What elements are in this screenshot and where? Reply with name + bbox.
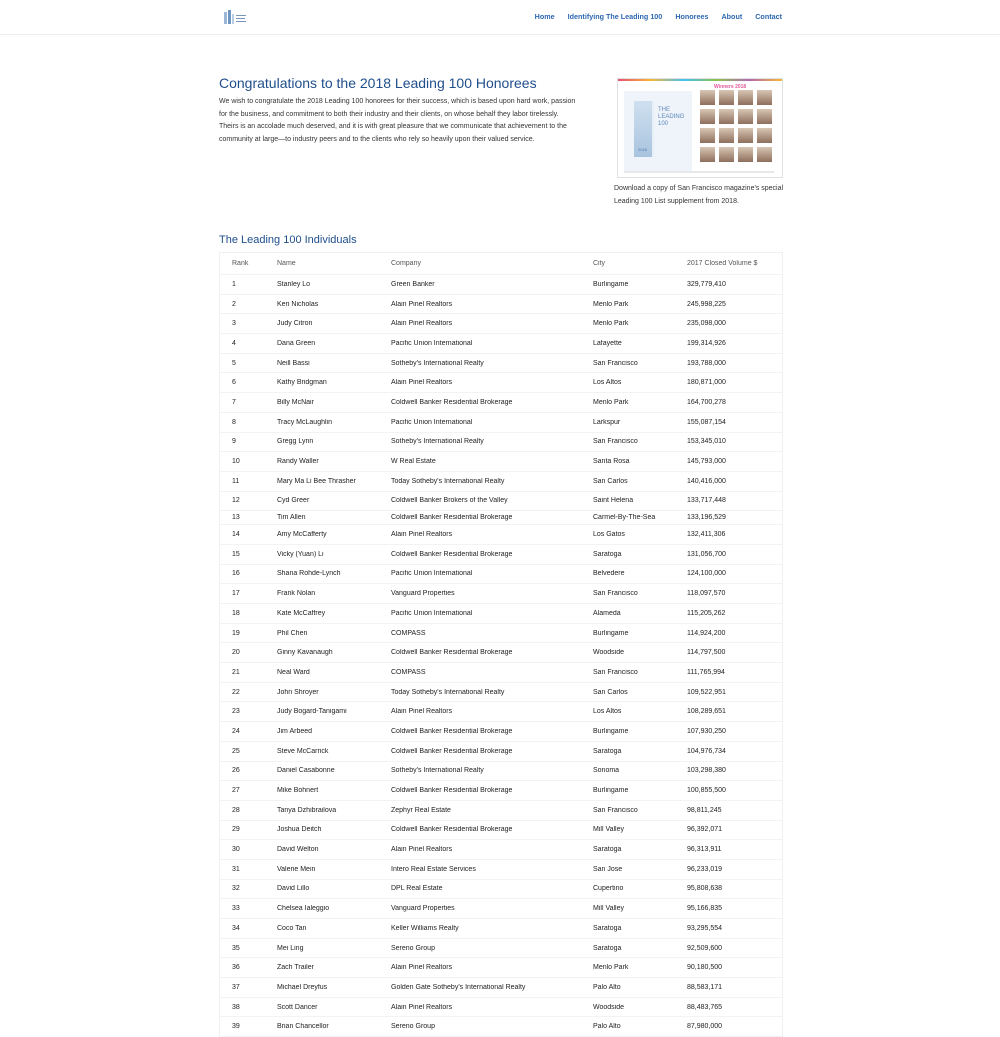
cell-city: Santa Rosa: [593, 458, 630, 466]
nav-home[interactable]: Home: [534, 12, 555, 21]
table-row: [220, 525, 782, 545]
cell-city: Saratoga: [593, 924, 622, 932]
portrait: [719, 109, 734, 124]
cell-volume: 95,166,835: [687, 905, 723, 913]
cell-volume: 199,314,926: [687, 339, 726, 347]
main-nav: [535, 12, 782, 21]
cell-name: Mike Bohnert: [277, 787, 319, 795]
table-row: [220, 939, 782, 959]
nav-honorees[interactable]: Honorees: [675, 12, 709, 21]
cell-city: San Carlos: [593, 688, 628, 696]
header-name: Name: [277, 260, 296, 267]
cell-rank: 20: [232, 649, 240, 657]
cell-name: Frank Nolan: [277, 590, 316, 598]
cell-company: Coldwell Banker Residential Brokerage: [391, 398, 513, 406]
nav-about[interactable]: About: [721, 12, 743, 21]
cell-company: Alain Pinel Realtors: [391, 846, 453, 854]
cell-rank: 23: [232, 708, 240, 716]
cell-name: Jim Arbeed: [277, 727, 313, 735]
cell-rank: 10: [232, 458, 240, 466]
cell-city: Sonoma: [593, 767, 620, 775]
cell-name: Tanya Dzhibrailova: [277, 806, 337, 814]
table-row: [220, 781, 782, 801]
cell-company: Vanguard Properties: [391, 905, 455, 913]
cell-name: Scott Dancer: [277, 1003, 318, 1011]
cell-name: Steve McCarrick: [277, 747, 329, 755]
table-row: [220, 545, 782, 565]
table-row: [220, 742, 782, 762]
cell-name: Tracy McLaughlin: [277, 418, 332, 426]
cell-company: Sotheby's International Realty: [391, 438, 484, 446]
cell-volume: 107,930,250: [687, 727, 726, 735]
cell-volume: 103,298,380: [687, 767, 726, 775]
cell-volume: 114,924,200: [687, 629, 726, 637]
cell-volume: 108,289,651: [687, 708, 726, 716]
table-row: [220, 413, 782, 433]
cell-company: Pacific Union International: [391, 570, 473, 578]
table-row: [220, 821, 782, 841]
table-row: [220, 295, 782, 315]
cell-city: Palo Alto: [593, 983, 621, 991]
cell-company: Today Sotheby's International Realty: [391, 477, 505, 485]
cell-city: Los Gatos: [593, 531, 625, 539]
cell-city: Larkspur: [593, 418, 621, 426]
table-row: [220, 899, 782, 919]
header-city: City: [593, 260, 606, 267]
cell-rank: 27: [232, 787, 240, 795]
cell-city: Saratoga: [593, 846, 622, 854]
cell-city: Woodside: [593, 1003, 625, 1011]
table-row: [220, 433, 782, 453]
cell-rank: 4: [232, 339, 236, 347]
cell-rank: 32: [232, 885, 240, 893]
cell-city: Burlingame: [593, 727, 629, 735]
cell-volume: 245,998,225: [687, 300, 726, 308]
header-company: Company: [391, 260, 421, 267]
portrait: [719, 90, 734, 105]
cell-volume: 133,717,448: [687, 497, 726, 505]
honorees-table: [219, 252, 783, 1037]
cell-volume: 140,416,000: [687, 477, 726, 485]
table-row: [220, 492, 782, 512]
cell-rank: 9: [232, 438, 236, 446]
cell-name: Dana Green: [277, 339, 316, 347]
cell-city: San Francisco: [593, 359, 638, 367]
site-header: [0, 0, 1000, 35]
cell-city: San Francisco: [593, 590, 638, 598]
table-row: [220, 998, 782, 1018]
cell-company: Coldwell Banker Residential Brokerage: [391, 649, 513, 657]
cell-city: Burlingame: [593, 280, 629, 288]
cell-name: Judy Citron: [277, 320, 313, 328]
cell-city: Burlingame: [593, 629, 629, 637]
cell-company: Alain Pinel Realtors: [391, 531, 453, 539]
cell-company: Coldwell Banker Brokers of the Valley: [391, 497, 508, 505]
cell-rank: 24: [232, 727, 240, 735]
cell-volume: 98,811,245: [687, 806, 722, 814]
cell-city: Saratoga: [593, 747, 622, 755]
cell-name: Ginny Kavanaugh: [277, 649, 333, 657]
cell-city: Alameda: [593, 609, 621, 617]
cell-name: Mary Ma Li Bee Thrasher: [277, 477, 356, 485]
cell-rank: 33: [232, 905, 240, 913]
cover-winners-label: Winners 2018: [714, 84, 747, 90]
table-row: [220, 354, 782, 374]
cell-name: Valerie Mein: [277, 865, 316, 873]
cell-name: Judy Bogard-Tanigami: [277, 708, 347, 716]
cell-city: Burlingame: [593, 787, 629, 795]
cell-city: Belvedere: [593, 570, 625, 578]
cell-company: W Real Estate: [391, 458, 436, 466]
cell-name: Coco Tan: [277, 924, 307, 932]
cell-name: David Lillo: [277, 885, 310, 893]
cell-city: Palo Alto: [593, 1023, 621, 1031]
table-row: [220, 683, 782, 703]
cell-company: Coldwell Banker Residential Brokerage: [391, 514, 513, 522]
cell-volume: 109,522,951: [687, 688, 726, 696]
cell-name: Cyd Greer: [277, 497, 310, 505]
header-volume: 2017 Closed Volume $: [687, 260, 758, 267]
cell-volume: 145,793,000: [687, 458, 726, 466]
cell-rank: 7: [232, 398, 236, 406]
cell-volume: 131,056,700: [687, 550, 726, 558]
cell-city: Cupertino: [593, 885, 624, 893]
cell-company: Sotheby's International Realty: [391, 359, 484, 367]
cell-rank: 30: [232, 846, 240, 854]
cell-rank: 21: [232, 668, 240, 676]
portrait: [700, 128, 715, 143]
cell-city: San Francisco: [593, 806, 638, 814]
table-row: [220, 880, 782, 900]
cell-rank: 34: [232, 924, 240, 932]
cell-rank: 3: [232, 320, 236, 328]
cell-company: Alain Pinel Realtors: [391, 379, 453, 387]
cell-name: Keri Nicholas: [277, 300, 319, 308]
cell-volume: 90,180,500: [687, 964, 723, 972]
cell-rank: 28: [232, 806, 240, 814]
header-rank: Rank: [232, 260, 249, 267]
table-row: [220, 801, 782, 821]
cell-name: Phil Chen: [277, 629, 308, 637]
table-row: [220, 722, 782, 742]
cell-company: Keller Williams Realty: [391, 924, 459, 932]
cell-city: Saratoga: [593, 944, 622, 952]
cover-magazine: [624, 91, 692, 173]
cell-company: Alain Pinel Realtors: [391, 708, 453, 716]
cell-name: John Shroyer: [277, 688, 319, 696]
portrait: [738, 90, 753, 105]
table-row: [220, 958, 782, 978]
cell-volume: 88,583,171: [687, 983, 723, 991]
cell-volume: 95,808,638: [687, 885, 723, 893]
cell-name: Randy Waller: [277, 458, 319, 466]
magazine-cover-image[interactable]: [617, 78, 783, 178]
cell-company: Coldwell Banker Residential Brokerage: [391, 826, 513, 834]
cover-caption: Download a copy of San Francisco magazine's special Leading 100 List supplement from 2018.: [614, 185, 784, 205]
portrait: [738, 109, 753, 124]
table-row: [220, 624, 782, 644]
cell-name: David Welton: [277, 846, 319, 854]
cell-rank: 17: [232, 590, 240, 598]
cell-company: Pacific Union International: [391, 418, 473, 426]
cell-company: Coldwell Banker Residential Brokerage: [391, 787, 513, 795]
cell-name: Mei Ling: [277, 944, 304, 952]
portrait: [757, 147, 772, 162]
cell-name: Gregg Lynn: [277, 438, 314, 446]
cover-title: THE LEADING 100: [658, 107, 685, 127]
cell-city: Mill Valley: [593, 826, 624, 834]
cell-city: Saint Helena: [593, 497, 634, 505]
portrait: [700, 90, 715, 105]
cell-name: Neill Bassi: [277, 359, 310, 367]
cell-rank: 2: [232, 300, 236, 308]
cell-volume: 114,797,500: [687, 649, 726, 657]
cell-rank: 8: [232, 418, 236, 426]
cell-rank: 5: [232, 359, 236, 367]
cell-name: Michael Dreyfus: [277, 983, 328, 991]
site-logo[interactable]: [221, 8, 249, 28]
cell-rank: 15: [232, 550, 240, 558]
cell-name: Chelsea Ialeggio: [277, 905, 330, 913]
portrait: [738, 128, 753, 143]
cell-rank: 6: [232, 379, 236, 387]
table-header-row: [220, 253, 782, 275]
cell-name: Zach Trailer: [277, 964, 314, 972]
cell-volume: 164,700,278: [687, 398, 726, 406]
cell-city: Los Altos: [593, 379, 622, 387]
cell-company: Vanguard Properties: [391, 590, 455, 598]
table-row: [220, 334, 782, 354]
cell-volume: 133,196,529: [687, 514, 726, 522]
cell-company: COMPASS: [391, 668, 426, 676]
portrait: [738, 147, 753, 162]
table-row: [220, 393, 782, 413]
cell-company: Sereno Group: [391, 944, 435, 952]
cell-volume: 96,313,911: [687, 846, 722, 854]
table-row: [220, 919, 782, 939]
table-row: [220, 860, 782, 880]
cell-company: Pacific Union International: [391, 339, 473, 347]
portrait: [719, 128, 734, 143]
table-row: [220, 840, 782, 860]
cell-name: Kathy Bridgman: [277, 379, 327, 387]
cell-volume: 180,871,000: [687, 379, 726, 387]
cell-name: Brian Chancellor: [277, 1023, 329, 1031]
cell-rank: 22: [232, 688, 240, 696]
table-row: [220, 314, 782, 334]
table-row: [220, 565, 782, 585]
cell-rank: 38: [232, 1003, 240, 1011]
cell-city: San Francisco: [593, 668, 638, 676]
cell-volume: 132,411,306: [687, 531, 726, 539]
cell-rank: 18: [232, 609, 240, 617]
table-row: [220, 978, 782, 998]
cell-company: Alain Pinel Realtors: [391, 320, 453, 328]
cover-year: 2018: [638, 147, 647, 152]
cell-rank: 1: [232, 280, 236, 288]
cell-volume: 92,509,600: [687, 944, 723, 952]
cell-name: Tim Allen: [277, 514, 306, 522]
cell-volume: 96,392,071: [687, 826, 723, 834]
portrait: [719, 147, 734, 162]
cell-company: DPL Real Estate: [391, 885, 443, 893]
cell-rank: 16: [232, 570, 240, 578]
cell-rank: 37: [232, 983, 240, 991]
table-row: [220, 584, 782, 604]
cell-rank: 35: [232, 944, 240, 952]
cell-volume: 87,980,000: [687, 1023, 723, 1031]
cell-volume: 93,295,554: [687, 924, 723, 932]
table-row: [220, 643, 782, 663]
cell-company: Alain Pinel Realtors: [391, 300, 453, 308]
cover-footer-strip: [624, 171, 774, 173]
cell-name: Vicky (Yuan) Li: [277, 550, 324, 558]
cell-city: Lafayette: [593, 339, 622, 347]
table-row: [220, 663, 782, 683]
cell-name: Stanley Lo: [277, 280, 311, 288]
cell-name: Neal Ward: [277, 668, 310, 676]
cell-company: Pacific Union International: [391, 609, 473, 617]
cell-volume: 104,976,734: [687, 747, 726, 755]
table-row: [220, 702, 782, 722]
cell-city: San Francisco: [593, 438, 638, 446]
cell-rank: 31: [232, 865, 240, 873]
cell-name: Daniel Casabonne: [277, 767, 335, 775]
table-row: [220, 762, 782, 782]
cell-company: Coldwell Banker Residential Brokerage: [391, 550, 513, 558]
table-row: [220, 1017, 782, 1037]
cell-rank: 29: [232, 826, 240, 834]
cell-company: Coldwell Banker Residential Brokerage: [391, 727, 513, 735]
cell-volume: 88,483,765: [687, 1003, 723, 1011]
cell-city: San Jose: [593, 865, 623, 873]
nav-identifying[interactable]: Identifying The Leading 100: [567, 12, 663, 21]
portrait: [757, 109, 772, 124]
cell-volume: 235,098,000: [687, 320, 726, 328]
cell-rank: 11: [232, 477, 240, 485]
cell-city: Carmel-By-The-Sea: [593, 514, 656, 522]
cell-city: Menlo Park: [593, 300, 629, 308]
portrait: [700, 147, 715, 162]
cell-volume: 115,205,262: [687, 609, 726, 617]
cell-company: Zephyr Real Estate: [391, 806, 451, 814]
cell-company: Golden Gate Sotheby's International Realty: [391, 983, 526, 991]
cell-volume: 111,765,994: [687, 668, 725, 676]
cell-city: Menlo Park: [593, 964, 629, 972]
cell-city: Mill Valley: [593, 905, 624, 913]
cell-rank: 39: [232, 1023, 240, 1031]
cell-company: Alain Pinel Realtors: [391, 1003, 453, 1011]
cell-name: Amy McCafferty: [277, 531, 327, 539]
cell-company: COMPASS: [391, 629, 426, 637]
cell-volume: 329,779,410: [687, 280, 726, 288]
cover-color-band: [618, 79, 782, 81]
table-title: The Leading 100 Individuals: [219, 234, 357, 246]
cell-rank: 13: [232, 514, 240, 522]
cell-company: Coldwell Banker Residential Brokerage: [391, 747, 513, 755]
cell-volume: 153,345,010: [687, 438, 726, 446]
cell-rank: 12: [232, 497, 240, 505]
cell-company: Green Banker: [391, 280, 435, 288]
cell-volume: 124,100,000: [687, 570, 726, 578]
cell-company: Alain Pinel Realtors: [391, 964, 453, 972]
cell-company: Intero Real Estate Services: [391, 865, 476, 873]
cell-city: Saratoga: [593, 550, 622, 558]
nav-contact[interactable]: Contact: [755, 12, 782, 21]
cell-name: Kate McCaffrey: [277, 609, 326, 617]
portrait: [757, 90, 772, 105]
cell-company: Sotheby's International Realty: [391, 767, 484, 775]
cell-city: San Carlos: [593, 477, 628, 485]
cell-rank: 19: [232, 629, 240, 637]
portrait: [700, 109, 715, 124]
cell-name: Billy McNair: [277, 398, 314, 406]
cell-volume: 155,087,154: [687, 418, 726, 426]
table-row: [220, 472, 782, 492]
table-row: [220, 373, 782, 393]
cell-company: Sereno Group: [391, 1023, 435, 1031]
cell-volume: 118,097,570: [687, 590, 726, 598]
table-row: [220, 452, 782, 472]
cell-company: Today Sotheby's International Realty: [391, 688, 505, 696]
cell-city: Woodside: [593, 649, 625, 657]
cell-volume: 96,233,019: [687, 865, 723, 873]
cell-city: Menlo Park: [593, 398, 629, 406]
cell-city: Menlo Park: [593, 320, 629, 328]
cell-name: Shana Rohde-Lynch: [277, 570, 341, 578]
cover-portraits: [700, 90, 778, 162]
cell-rank: 14: [232, 531, 240, 539]
page-title: Congratulations to the 2018 Leading 100 Honorees: [219, 75, 537, 91]
cell-volume: 100,855,500: [687, 787, 726, 795]
cell-name: Joshua Deitch: [277, 826, 322, 834]
cell-rank: 36: [232, 964, 240, 972]
table-row: [220, 511, 782, 525]
cell-volume: 193,788,000: [687, 359, 726, 367]
cell-city: Los Altos: [593, 708, 622, 716]
intro-paragraph: We wish to congratulate the 2018 Leading 100 honorees for their success, which is based upon hard work, passion for the business, and commitment to both their industry and their clients, on whose behalf they labor tirelessly. Theirs is an accolade much deserved, and it is with great pleasure that we communicate that achievement to the community at large—to industry peers and to the clients who rely so heavily upon their valued service.: [219, 98, 576, 143]
table-row: [220, 604, 782, 624]
cell-rank: 26: [232, 767, 240, 775]
cell-rank: 25: [232, 747, 240, 755]
table-row: [220, 275, 782, 295]
portrait: [757, 128, 772, 143]
